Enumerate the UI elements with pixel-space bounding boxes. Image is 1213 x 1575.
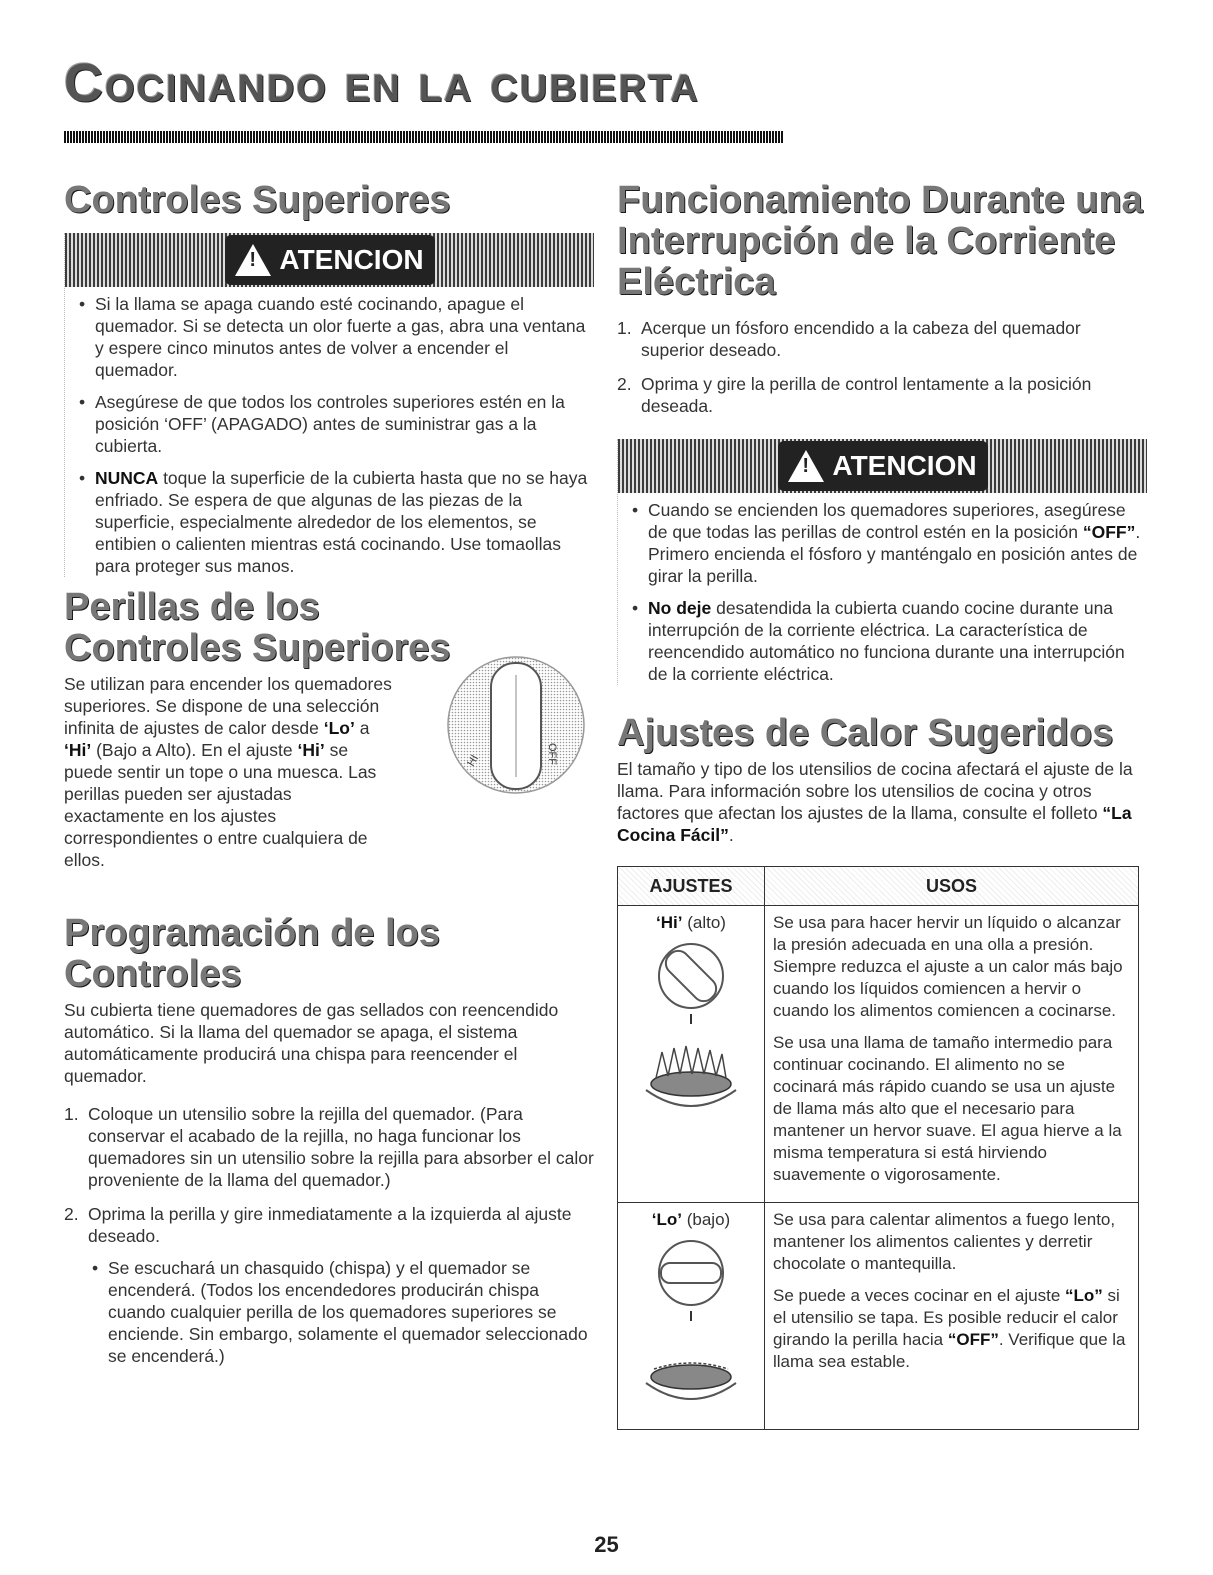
col-header-settings: AJUSTES [618,867,765,906]
table-row [618,1203,1139,1430]
step-text: Oprima y gire la perilla de control lentamente a la posición deseada. [641,374,1092,417]
lo-use-2 [773,1285,1130,1373]
list-item [632,597,1147,685]
heat-intro-end: . [728,825,734,846]
step-number: 1. [64,1104,79,1125]
never-rest: toque la superficie de la cubierta hasta que no se haya enfriado. Se espera de que algunas de las piezas de la superficie, especialmente alrededor de los elementos, se entibien o calienten mientras está cocinando. Use tomaollas para proteger sus manos. [95,468,588,577]
warning-pill [225,235,435,285]
knob-hi-label: HI [465,752,482,769]
knobs-hi: ‘Hi’ [64,740,92,761]
list-item [617,373,1147,417]
step-text: Coloque un utensilio sobre la rejilla del quemador. (Para conservar el acabado de la rejilla, no haga funcionar los quemadores sin un utensilio sobre la rejilla para absorber el calor proveniente de la llama del quemador.) [88,1104,594,1191]
page-title: Cocinando en la cubierta [64,53,700,113]
lo-use-2-b: si el utensilio se tapa. Es posible reducir el calor girando la perilla hacia [773,1286,1120,1350]
lo-use-2-lo: “Lo” [1065,1286,1103,1306]
step-number: 1. [617,318,632,339]
control-knob-icon [439,645,594,815]
burner-low-flame-icon [636,1337,746,1417]
lo-use-2-c: . Verifique que la llama sea estable. [773,1330,1126,1372]
heat-intro-bold: “La Cocina Fácil” [617,803,1132,846]
setting-label-hi [626,912,756,934]
list-item: • Asegúrese de que todos los controles superiores estén en la posición ‘OFF’ (APAGADO) antes de suministrar gas a la cubierta. [79,391,594,457]
top-controls-warning-list [65,293,594,577]
hi-label: (alto) [682,913,726,933]
knobs-text-d: se puede sentir un tope o una muesca. Las perillas pueden ser ajustadas exactamente en los ajustes correspondientes o entre cualquiera de ellos. [64,740,377,871]
table-header-row [618,867,1139,906]
hi-use-1: Se usa para hacer hervir un líquido o alcanzar la presión adecuada en una olla a presión. Siempre reduzca el ajuste a un calor más bajo cuando los líquidos comiencen a hervir o cuando los alimentos comiencen a cocinarse. [773,913,1123,1021]
knobs-lo: ‘Lo’ [323,718,355,739]
usage-cell-lo [765,1203,1139,1430]
list-item [79,467,594,577]
knobs-text-b: a [354,718,370,739]
heat-settings-table [617,866,1139,1430]
top-controls-heading: Controles Superiores [64,179,451,221]
step-text: Acerque un fósforo encendido a la cabeza del quemador superior deseado. [641,318,1081,361]
knobs-text [64,673,394,871]
power-outage-steps [617,317,1147,417]
list-item [64,1103,594,1191]
hi-key: ‘Hi’ [656,913,683,933]
setting-label-lo [626,1209,756,1231]
programming-intro: Su cubierta tiene quemadores de gas sellados con reencendido automático. Si la llama del quemador se apaga, el sistema automáticamente producirá una chispa para reencender el quemador. [64,1000,559,1087]
knob-hi-icon [651,940,731,1030]
power-outage-heading: Funcionamiento Durante una Interrupción de la Corriente Eléctrica [617,179,1143,304]
col-header-uses: USOS [765,867,1139,906]
warning-header [618,439,1147,493]
knobs-text-c: (Bajo a Alto). En el ajuste [91,740,298,761]
warn2-rest: desatendida la cubierta cuando cocine durante una interrupción de la corriente eléctrica. La característica de reencendido automático no funciona durante una interrupción de la corriente eléctrica. [648,598,1125,685]
page-number: 25 [594,1532,619,1557]
warning-pill [778,441,988,491]
warn2-bold: No deje [648,598,712,619]
list-item [617,317,1147,361]
knob-off-label: OFF [546,743,558,765]
list-item [632,499,1147,587]
warning-triangle-icon: ! [235,244,271,276]
warning-header [65,233,594,287]
warn1-off: “OFF” [1082,522,1136,543]
knobs-hi-2: ‘Hi’ [297,740,325,761]
knobs-text-a: Se utilizan para encender los quemadores superiores. Se dispone de una selección infinita de ajustes de calor desde [64,674,392,739]
hi-use-2: Se usa una llama de tamaño intermedio para continuar cocinando. El alimento no se cocinará más rápido cuando se usa un ajuste de llama más alto que el necesario para mantener un hervor suave. El agua hierve a la misma temperatura si está hirviendo suavemente o vigorosamente. [773,1033,1122,1185]
lo-use-2-off: “OFF” [947,1330,999,1350]
power-outage-warning-list [618,499,1147,685]
usage-cell-hi [765,906,1139,1203]
setting-cell-hi [618,906,765,1203]
list-item [64,1203,594,1367]
sub-bullet: • Se escuchará un chasquido (chispa) y el quemador se encenderá. (Todos los encendedores producirán chispa cuando cualquier perilla de los quemadores superiores se enciende. Sin embargo, solamente el quemador seleccionado se encenderá.) [88,1257,594,1367]
lo-use-2-a: Se puede a veces cocinar en el ajuste [773,1286,1066,1306]
lo-key: ‘Lo’ [651,1210,683,1230]
lo-label: (bajo) [682,1210,731,1230]
warning-label: ATENCION [832,450,977,482]
knobs-heading: Perillas de los Controles Superiores [64,586,451,670]
step-text: Oprima la perilla y gire inmediatamente a la izquierda al ajuste deseado. [88,1204,572,1247]
programming-heading: Programación de los Controles [64,912,440,996]
warn1-b: . Primero encienda el fósforo y manténgalo en posición antes de girar la perilla. [648,522,1141,587]
step-number: 2. [617,374,632,395]
warning-label: ATENCION [279,244,424,276]
lo-use-1: Se usa para calentar alimentos a fuego lento, mantener los alimentos calientes y derretir chocolate o mantequilla. [773,1210,1116,1274]
heat-settings-heading: Ajustes de Calor Sugeridos [617,712,1114,755]
never-bold: NUNCA [95,468,159,489]
setting-cell-lo [618,1203,765,1430]
burner-high-flame-icon [636,1044,746,1124]
power-outage-warning [617,439,1147,685]
left-column [64,180,594,1379]
right-column [617,180,1147,1430]
title-rule [64,131,784,143]
knob-lo-icon [651,1237,731,1327]
top-controls-warning [64,233,594,577]
table-row [618,906,1139,1203]
list-item: • Si la llama se apaga cuando esté cocinando, apague el quemador. Si se detecta un olor fuerte a gas, abra una ventana y espere cinco minutos antes de volver a encender el quemador. [79,293,594,381]
warn1-a: Cuando se encienden los quemadores superiores, asegúrese de que todas las perillas de control estén en la posición [648,500,1126,543]
step-number: 2. [64,1204,79,1225]
programming-steps [64,1103,594,1367]
warning-triangle-icon: ! [788,450,824,482]
heat-settings-intro [617,758,1147,846]
heat-intro-a: El tamaño y tipo de los utensilios de cocina afectará el ajuste de la llama. Para información sobre los utensilios de cocina y otros factores que afectan los ajustes de la llama, consulte el folleto [617,759,1133,824]
